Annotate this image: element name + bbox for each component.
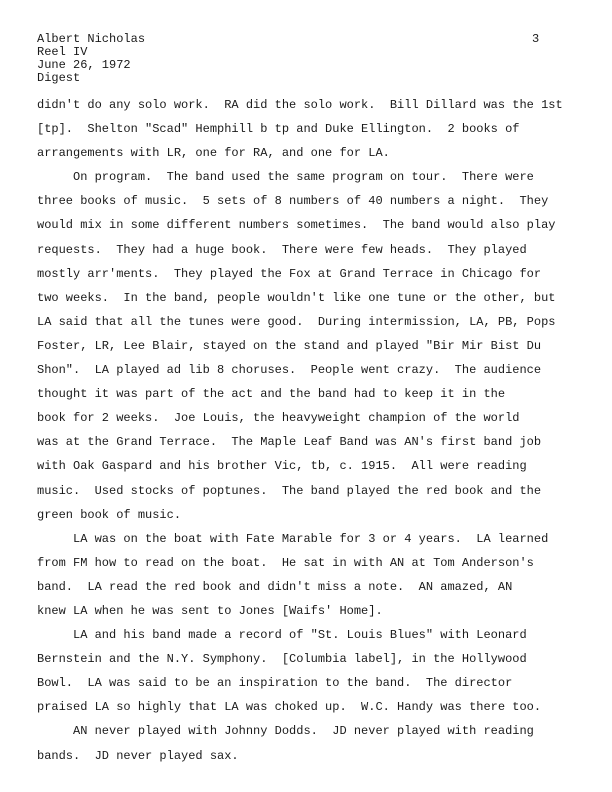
text-line: from FM how to read on the boat. He sat in with AN at Tom Anderson's <box>37 555 534 570</box>
header-type: Digest <box>37 71 81 85</box>
header-date: June 26, 1972 <box>37 58 131 72</box>
text-line: LA said that all the tunes were good. During intermission, LA, PB, Pops <box>37 314 556 329</box>
text-line: requests. They had a huge book. There were few heads. They played <box>37 242 527 257</box>
header-reel: Reel IV <box>37 45 88 59</box>
text-line: Shon". LA played ad lib 8 choruses. People went crazy. The audience <box>37 363 542 378</box>
text-line: two weeks. In the band, people wouldn't like one tune or the other, but <box>37 290 556 305</box>
text-line: thought it was part of the act and the band had to keep it in the <box>37 387 506 402</box>
text-line: knew LA when he was sent to Jones [Waifs' Home]. <box>37 603 383 618</box>
text-line: band. LA read the red book and didn't miss a note. AN amazed, AN <box>37 579 513 594</box>
document-body <box>37 93 577 768</box>
text-line: mostly arr'ments. They played the Fox at Grand Terrace in Chicago for <box>37 266 542 281</box>
text-line: Foster, LR, Lee Blair, stayed on the stand and played "Bir Mir Bist Du <box>37 338 542 353</box>
text-line: praised LA so highly that LA was choked up. W.C. Handy was there too. <box>37 700 542 715</box>
text-line: Bowl. LA was said to be an inspiration to the band. The director <box>37 676 513 691</box>
text-line: On program. The band used the same program on tour. There were <box>37 170 534 185</box>
text-line: three books of music. 5 sets of 8 numbers of 40 numbers a night. They <box>37 194 549 209</box>
header-name: Albert Nicholas <box>37 32 146 46</box>
document-header <box>37 33 145 85</box>
text-line: music. Used stocks of poptunes. The band played the red book and the <box>37 483 542 498</box>
text-line: green book of music. <box>37 507 182 522</box>
text-line: LA and his band made a record of "St. Louis Blues" with Leonard <box>37 628 527 643</box>
text-line: didn't do any solo work. RA did the solo work. Bill Dillard was the 1st <box>37 98 563 112</box>
text-line: arrangements with LR, one for RA, and one for LA. <box>37 146 390 161</box>
text-line: with Oak Gaspard and his brother Vic, tb, c. 1915. All were reading <box>37 459 527 474</box>
text-line: was at the Grand Terrace. The Maple Leaf Band was AN's first band job <box>37 435 542 450</box>
text-line: bands. JD never played sax. <box>37 748 239 763</box>
page-number: 3 <box>532 32 540 46</box>
text-line: LA was on the boat with Fate Marable for 3 or 4 years. LA learned <box>37 531 549 546</box>
text-line: would mix in some different numbers sometimes. The band would also play <box>37 218 556 233</box>
text-line: book for 2 weeks. Joe Louis, the heavyweight champion of the world <box>37 411 520 426</box>
text-line: AN never played with Johnny Dodds. JD never played with reading <box>37 724 534 739</box>
text-line: Bernstein and the N.Y. Symphony. [Columbia label], in the Hollywood <box>37 652 527 667</box>
text-line: [tp]. Shelton "Scad" Hemphill b tp and Duke Ellington. 2 books of <box>37 122 520 137</box>
